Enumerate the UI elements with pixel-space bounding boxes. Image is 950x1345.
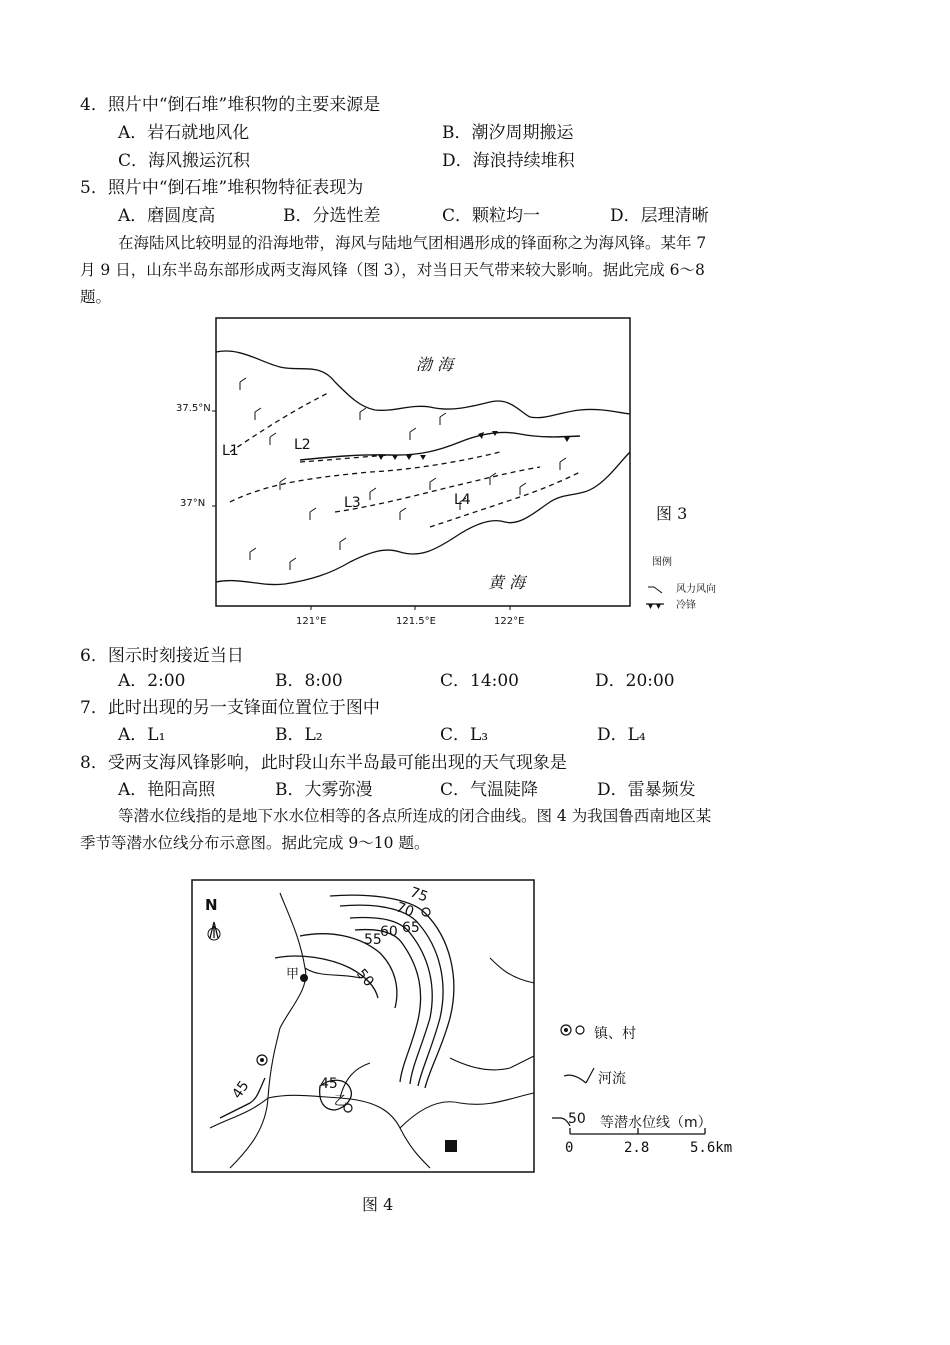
q6-option-d: D．20:00 [595, 671, 675, 691]
q8-option-a: A．艳阳高照 [118, 780, 216, 800]
lon-122: 122°E [494, 616, 525, 627]
intro-9-10-line1: 等潜水位线指的是地下水水位相等的各点所连成的闭合曲线。图 4 为我国鲁西南地区某 [118, 807, 712, 825]
lon-121-5: 121.5°E [396, 616, 436, 627]
figure-4-map [190, 878, 750, 1178]
label-l3: L3 [344, 495, 361, 511]
legend-town: 镇、村 [594, 1026, 636, 1042]
intro-6-8-line1: 在海陆风比较明显的沿海地带，海风与陆地气团相遇形成的锋面称之为海风锋。某年 7 [118, 234, 707, 252]
q6-option-a: A．2:00 [118, 671, 186, 691]
legend-title: 图例 [652, 557, 672, 568]
q4-option-b: B．潮汐周期搬运 [442, 123, 574, 143]
north-label: N [205, 896, 218, 914]
q8-option-d: D．雷暴频发 [597, 780, 696, 800]
intro-9-10-line2: 季节等潜水位线分布示意图。据此完成 9～10 题。 [80, 834, 430, 852]
q5-option-c: C．颗粒均一 [442, 206, 541, 226]
q7-option-d: D．L₄ [597, 725, 646, 745]
scale-2-8: 2.8 [624, 1140, 650, 1156]
question-6-stem: 6．图示时刻接近当日 [80, 646, 244, 666]
question-4-stem: 4．照片中“倒石堆”堆积物的主要来源是 [80, 95, 381, 115]
figure-4-caption: 图 4 [362, 1195, 394, 1214]
lat-37-5: 37.5°N [176, 403, 211, 414]
lat-37: 37°N [180, 498, 206, 509]
label-l2: L2 [294, 437, 311, 453]
scale-5-6: 5.6km [690, 1140, 733, 1156]
q5-option-d: D．层理清晰 [610, 206, 709, 226]
q4-option-d: D．海浪持续堆积 [442, 151, 575, 171]
q7-option-a: A．L₁ [118, 725, 166, 745]
legend-wind: 风力风向 [676, 584, 716, 595]
contour-45-east: 45 [320, 1076, 338, 1092]
contour-70: 70 [393, 899, 417, 921]
q7-option-c: C．L₃ [440, 725, 489, 745]
sea-huanghai: 黄 海 [488, 573, 526, 592]
label-l4: L4 [454, 492, 471, 508]
q5-option-a: A．磨圆度高 [118, 206, 216, 226]
intro-6-8-line2: 月 9 日，山东半岛东部形成两支海风锋（图 3），对当日天气带来较大影响。据此完成 6～8 [80, 261, 705, 279]
question-7-stem: 7．此时出现的另一支锋面位置位于图中 [80, 698, 380, 718]
contour-60: 60 [380, 924, 398, 940]
q4-option-a: A．岩石就地风化 [118, 123, 250, 143]
legend-front: 冷锋 [676, 600, 696, 611]
sea-bohai: 渤 海 [416, 355, 454, 374]
contour-75: 75 [407, 884, 431, 906]
place-yi: 乙 [334, 1094, 348, 1109]
q5-option-b: B．分选性差 [283, 206, 381, 226]
q6-option-b: B．8:00 [275, 671, 343, 691]
intro-6-8-line3: 题。 [80, 288, 112, 306]
contour-65: 65 [402, 920, 420, 936]
scale-0: 0 [565, 1140, 574, 1156]
q7-option-b: B．L₂ [275, 725, 323, 745]
legend-contour: 等潜水位线（m） [600, 1115, 712, 1131]
label-l1: L1 [222, 443, 239, 459]
figure-3-caption: 图 3 [656, 504, 688, 523]
q8-option-c: C．气温陡降 [440, 780, 539, 800]
question-5-stem: 5．照片中“倒石堆”堆积物特征表现为 [80, 178, 364, 198]
place-jia: 甲 [286, 967, 300, 982]
legend-contour-num: 50 [568, 1111, 586, 1127]
legend-river: 河流 [598, 1071, 626, 1087]
contour-45-west: 45 [229, 1078, 253, 1102]
q4-option-c: C．海风搬运沉积 [118, 151, 251, 171]
lon-121: 121°E [296, 616, 327, 627]
contour-50: 50 [353, 966, 377, 990]
question-8-stem: 8．受两支海风锋影响，此时段山东半岛最可能出现的天气现象是 [80, 753, 567, 773]
contour-55: 55 [364, 932, 382, 948]
q6-option-c: C．14:00 [440, 671, 519, 691]
figure-3-map [160, 312, 760, 642]
q8-option-b: B．大雾弥漫 [275, 780, 373, 800]
